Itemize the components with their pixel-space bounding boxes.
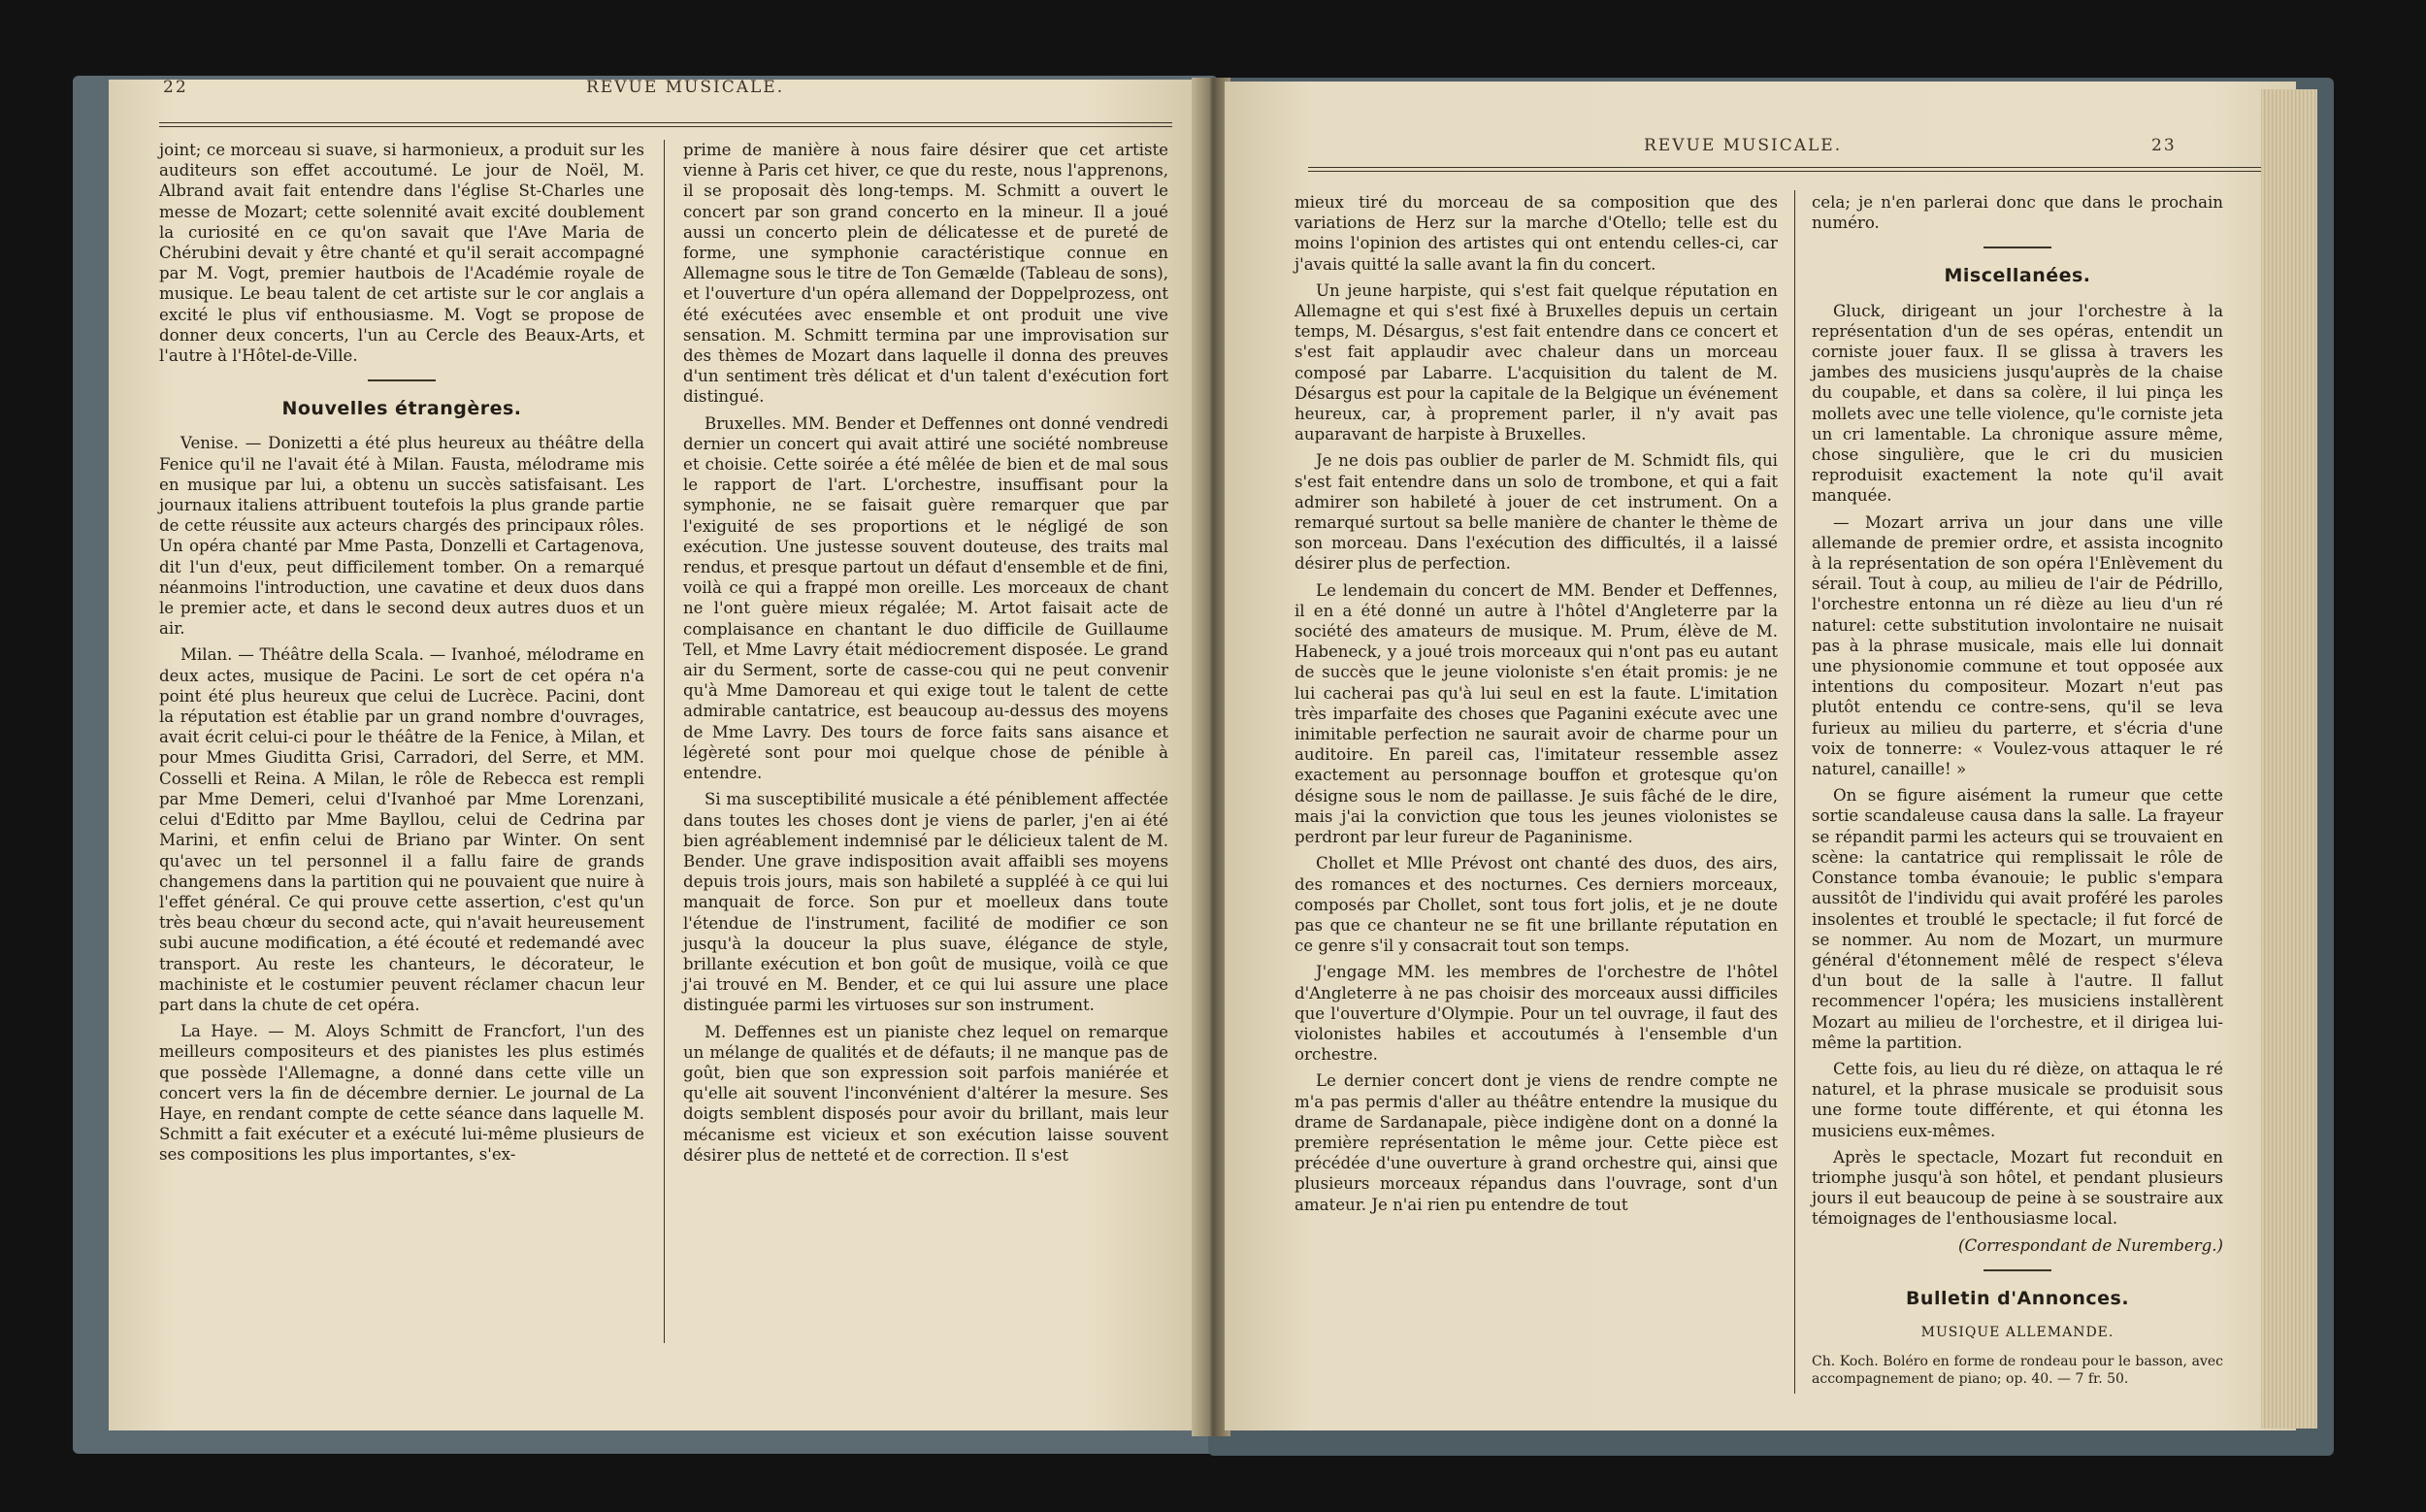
paragraph-sardanapale: Le dernier concert dont je viens de rendre compte ne m'a pas permis d'aller au théâtre entendre la musique du drame de Sardanapale, pièce indigène dont on a donné la première représentation le même jour. Cette pièce est précédée d'une ouverture à grand orchestre qui, ainsi que plusieurs morceaux répandus dans l'ouvrage, sont d'un amateur. Je n'ai rien pu entendre de tout <box>1295 1071 1778 1214</box>
paragraph: On se figure aisément la rumeur que cette sortie scandaleuse causa dans la salle. La frayeur se répandit parmi les acteurs qui se trouvaient en scène: la cantatrice qui remplissait le rôle de Constance tomba évanouie; le public s'empara aussitôt de l'individu qui avait proféré les paroles insolentes et troublé le spectacle; il fut forcé de se nommer. Au nom de Mozart, un murmure général d'étonnement mêlé de respect s'éleva d'un bout de la salle à l'autre. Il fallut recommencer l'opéra; les musiciens installèrent Mozart au milieu de l'orchestre, et il dirigea lui-même la partition. <box>1812 786 2223 1052</box>
page-edges <box>2261 89 2317 1429</box>
header-rule-left <box>159 122 1172 127</box>
paragraph: Cette fois, au lieu du ré dièze, on attaqua le ré naturel, et la phrase musicale se produisit sous une forme toute différente, et qui étonna les musiciens eux-mêmes. <box>1812 1059 2223 1140</box>
paragraph: mieux tiré du morceau de sa composition que des variations de Herz sur la marche d'Otello; telle est du moins l'opinion des artistes qui ont entendu celles-ci, car j'avais quitté la salle avant la fin du concert. <box>1295 193 1778 274</box>
left-column-2 <box>683 140 1168 1171</box>
separator <box>368 379 436 381</box>
running-head-right: REVUE MUSICALE. <box>1644 136 1843 155</box>
separator <box>1983 247 2051 248</box>
paragraph-venise: Venise. — Donizetti a été plus heureux au théâtre della Fenice qu'il ne l'avait été à Milan. Fausta, mélodrame mis en musique par lui, a obtenu un succès satisfaisant. Les journaux italiens attribuent toutefois la plus grande partie de cette réussite aux acteurs chargés des principaux rôles. Un opéra chanté par Mme Pasta, Donzelli et Cartagenova, dit l'un d'eux, peut difficilement tomber. On a remarqué néanmoins l'introduction, une cavatine et deux duos dans le premier acte, et dans le second deux autres duos et un air. <box>159 434 644 639</box>
paragraph-harpiste: Un jeune harpiste, qui s'est fait quelque réputation en Allemagne et qui s'est fixé à Bruxelles depuis un certain temps, M. Désargus, s'est fait entendre dans ce concert et s'est fait applaudir avec chaleur dans un morceau composé par Labarre. L'acquisition du talent de M. Désargus est pour la capitale de la Belgique un événement heureux, car, à proprement parler, il n'y avait pas auparavant de harpiste à Bruxelles. <box>1295 280 1778 444</box>
bulletin-entry: Ch. Koch. Boléro en forme de rondeau pour le basson, avec accompagnement de piano; op. 40. — 7 fr. 50. <box>1812 1354 2223 1388</box>
paragraph-bruxelles: Bruxelles. MM. Bender et Deffennes ont donné vendredi dernier un concert qui avait attiré une société nombreuse et choisie. Cette soirée a été mêlée de bien et de mal sous le rapport de l'art. L'orchestre, insuffisant pour la symphonie, ne se faisait guère remarquer que par l'exiguité de ses proportions et le négligé de son exécution. Une justesse souvent douteuse, des traits mal rendus, et presque partout un défaut d'ensemble et de fini, voilà ce qui a frappé mon oreille. Les morceaux de chant ne l'ont guère mieux régalée; M. Artot faisait acte de complaisance en chantant le duo difficile de Guillaume Tell, et Mme Lavry était médiocrement disposée. Le grand air du Serment, sorte de casse-cou qui ne peut convenir qu'à Mme Damoreau et qui exige tout le talent de cette admirable cantatrice, est beaucoup au-dessus des moyens de Mme Lavry. Des tours de force faits sans aisance et légèreté sont pour moi quelque chose de pénible à entendre. <box>683 413 1168 783</box>
right-column-2 <box>1812 192 2223 1394</box>
paragraph-chollet: Chollet et Mlle Prévost ont chanté des duos, des airs, des romances et des nocturnes. Ces derniers morceaux, composés par Chollet, sont tous fort jolis, et je ne doute pas que ce chanteur ne se fit une brillante réputation en ce genre s'il y consacrait tout son temps. <box>1295 854 1778 956</box>
attribution: (Correspondant de Nuremberg.) <box>1958 1235 2223 1255</box>
paragraph-la-haye: La Haye. — M. Aloys Schmitt de Francfort, l'un des meilleurs compositeurs et des pianistes les plus estimés que possède l'Allemagne, a donné dans cette ville un concert vers la fin de décembre dernier. Le journal de La Haye, en rendant compte de cette séance dans laquelle M. Schmitt a fait exécuter et a exécuté lui-même plusieurs de ses compositions les plus importantes, s'ex- <box>159 1022 644 1165</box>
page-number-left: 22 <box>163 80 188 97</box>
paragraph: prime de manière à nous faire désirer que cet artiste vienne à Paris cet hiver, ce que du reste, nous l'apprenons, il se proposait dès long-temps. M. Schmitt a ouvert le concert par son grand concerto en la mineur. Il a joué aussi un concerto plein de délicatesse et de pureté de forme, une symphonie caractéristique connue en Allemagne sous le titre de Ton Gemælde (Tableau de sons), et l'ouverture d'un opéra allemand der Doppelprozess, ont été exécutées avec ensemble et ont produit une vive sensation. M. Schmitt termina par une improvisation sur des thèmes de Mozart dans laquelle il donna des preuves d'un sentiment très délicat et d'un talent d'exécution fort distingué. <box>683 141 1168 407</box>
paragraph: joint; ce morceau si suave, si harmonieux, a produit sur les auditeurs son effet accoutumé. Le jour de Noël, M. Albrand avait fait entendre dans l'église St-Charles une messe de Mozart; cette solennité avait excité doublement la curiosité en ce qu'on savait que l'Ave Maria de Chérubini devait y être chanté et qu'il serait accompagné par M. Vogt, premier hautbois de l'Académie royale de musique. Le beau talent de cet artiste sur le cor anglais a excité le plus vif enthousiasme. M. Vogt se propose de donner deux concerts, l'un au Cercle des Beaux-Arts, et l'autre à l'Hôtel-de-Ville. <box>159 141 644 366</box>
paragraph-prum: Le lendemain du concert de MM. Bender et Deffennes, il en a été donné un autre à l'hôtel d'Angleterre par la société des amateurs de musique. M. Prum, élève de M. Habeneck, y a joué trois morceaux qui n'ont pas eu autant de succès que le jeune violoniste s'en était promis: je ne lui cacherai pas qu'à lui seul en est la faute. L'imitation très imparfaite des choses que Paganini exécute avec une inimitable perfection ne saurait avoir de charme pour un auditoire. En pareil cas, l'imitateur ressemble assez exactement au personnage bouffon et grotesque qu'on désigne sous le nom de paillasse. Je suis fâché de le dire, mais j'ai la conviction que tous les jeunes violonistes se perdront par leur fureur de Paganinisme. <box>1295 580 1778 847</box>
paragraph-milan: Milan. — Théâtre della Scala. — Ivanhoé, mélodrame en deux actes, musique de Pacini. Le sort de cet opéra n'a point été plus heureux que celui de Lucrèce. Pacini, dont la réputation est établie par un grand nombre d'ouvrages, avait écrit celui-ci pour le théâtre de la Fenice, à Milan, et pour Mmes Giuditta Grisi, Carradori, del Serre, et MM. Cosselli et Reina. A Milan, le rôle de Rebecca est rempli par Mme Demeri, celui d'Ivanhoé par Mme Lorenzani, celui d'Editto par Mme Bayllou, celui de Cedrina par Marini, et enfin celui de Briano par Winter. On sent qu'avec un tel personnel il a fallu faire de grands changemens dans la partition qui ne pouvaient que nuire à l'effet général. Ce qui prouve cette assertion, c'est qu'un très beau chœur du second acte, qui n'avait heureusement subi aucune modification, a été écouté et redemandé avec transport. Au reste les chanteurs, le décorateur, le machiniste et le costumier peuvent réclamer chacun leur part dans la chute de cet opéra. <box>159 645 644 1014</box>
page-number-right: 23 <box>2151 136 2177 155</box>
section-title-nouvelles: Nouvelles étrangères. <box>281 398 522 420</box>
section-title-bulletin: Bulletin d'Annonces. <box>1905 1287 2130 1309</box>
paragraph: cela; je n'en parlerai donc que dans le prochain numéro. <box>1812 193 2223 233</box>
header-rule-right <box>1308 167 2278 172</box>
paragraph-schmidt: Je ne dois pas oublier de parler de M. Schmidt fils, qui s'est fait entendre dans un solo de trombone, et qui a fait admirer son habileté à jouer de cet instrument. On a remarqué surtout sa belle manière de chanter le thème de son morceau. Dans l'exécution des difficultés, il a laissé désirer plus de perfection. <box>1295 451 1778 574</box>
paragraph-mozart: — Mozart arriva un jour dans une ville allemande de premier ordre, et assista incognito à la représentation de son opéra l'Enlèvement du sérail. Tout à coup, au milieu de l'air de Pédrillo, l'orchestre entonna un ré dièze au lieu d'un ré naturel: cette substitution involontaire ne nuisait pas à la phrase musicale, mais elle lui donnait une physionomie commune et tout opposée aux intentions du compositeur. Mozart n'eut pas plutôt entendu ce contre-sens, qu'il se leva furieux au milieu du parterre, et s'écria d'une voix de tonnerre: « Voulez-vous attaquer le ré naturel, canaille! » <box>1812 512 2223 779</box>
running-head-left: REVUE MUSICALE. <box>586 80 785 97</box>
left-page <box>109 80 1196 1430</box>
column-divider-right <box>1794 190 1795 1394</box>
paragraph-orchestre: J'engage MM. les membres de l'orchestre de l'hôtel d'Angleterre à ne pas choisir des morceaux aussi difficiles que l'ouverture d'Olympie. Pour un tel ouvrage, il faut des violonistes habiles et accoutumés à l'ensemble d'un orchestre. <box>1295 963 1778 1065</box>
section-title-miscellanees: Miscellanées. <box>1944 265 2091 287</box>
right-page <box>1225 82 2296 1430</box>
paragraph: M. Deffennes est un pianiste chez lequel on remarque un mélange de qualités et de défauts; il ne manque pas de goût, bien que son expression soit parfois maniérée et qu'elle ait souvent l'inconvénient d'altérer la mesure. Ses doigts semblent disposés pour avoir du brillant, mais leur mécanisme est vicieux et son exécution laisse souvent désirer plus de netteté et de correction. Il s'est <box>683 1022 1168 1165</box>
column-divider-left <box>664 140 665 1343</box>
paragraph: Après le spectacle, Mozart fut reconduit en triomphe jusqu'à son hôtel, et pendant plusieurs jours il eut beaucoup de peine à se soustraire aux témoignages de l'enthousiasme local. <box>1812 1147 2223 1229</box>
bulletin-subtitle: MUSIQUE ALLEMANDE. <box>1920 1324 2115 1340</box>
separator <box>1983 1269 2051 1271</box>
paragraph: Si ma susceptibilité musicale a été péniblement affectée dans toutes les choses dont je viens de parler, j'en ai été bien agréablement indemnisé par le délicieux talent de M. Bender. Une grave indisposition avait affaibli ses moyens depuis trois jours, mais son habileté a suppléé à ce qui lui manquait de force. Son pur et moelleux dans toute l'étendue de l'instrument, facilité de modifier ce son jusqu'à la douceur la plus suave, élégance de style, brillante exécution et bon goût de musique, voilà ce que j'ai trouvé en M. Bender, et ce qui lui assure une place distinguée parmi les virtuoses sur son instrument. <box>683 790 1168 1015</box>
left-column-1 <box>159 140 644 1171</box>
right-column-1 <box>1295 192 1778 1221</box>
paragraph-gluck: Gluck, dirigeant un jour l'orchestre à la représentation d'un de ses opéras, entendit un corniste jouer faux. Il se glissa à travers les jambes des musiciens jusqu'auprès de la chaise du coupable, et dans sa colère, il lui pinça les mollets avec une telle violence, qu'le corniste jeta un cri lamentable. La chronique assure même, chose singulière, que le cri du musicien reproduisit exactement la note qu'il avait manquée. <box>1812 301 2223 506</box>
